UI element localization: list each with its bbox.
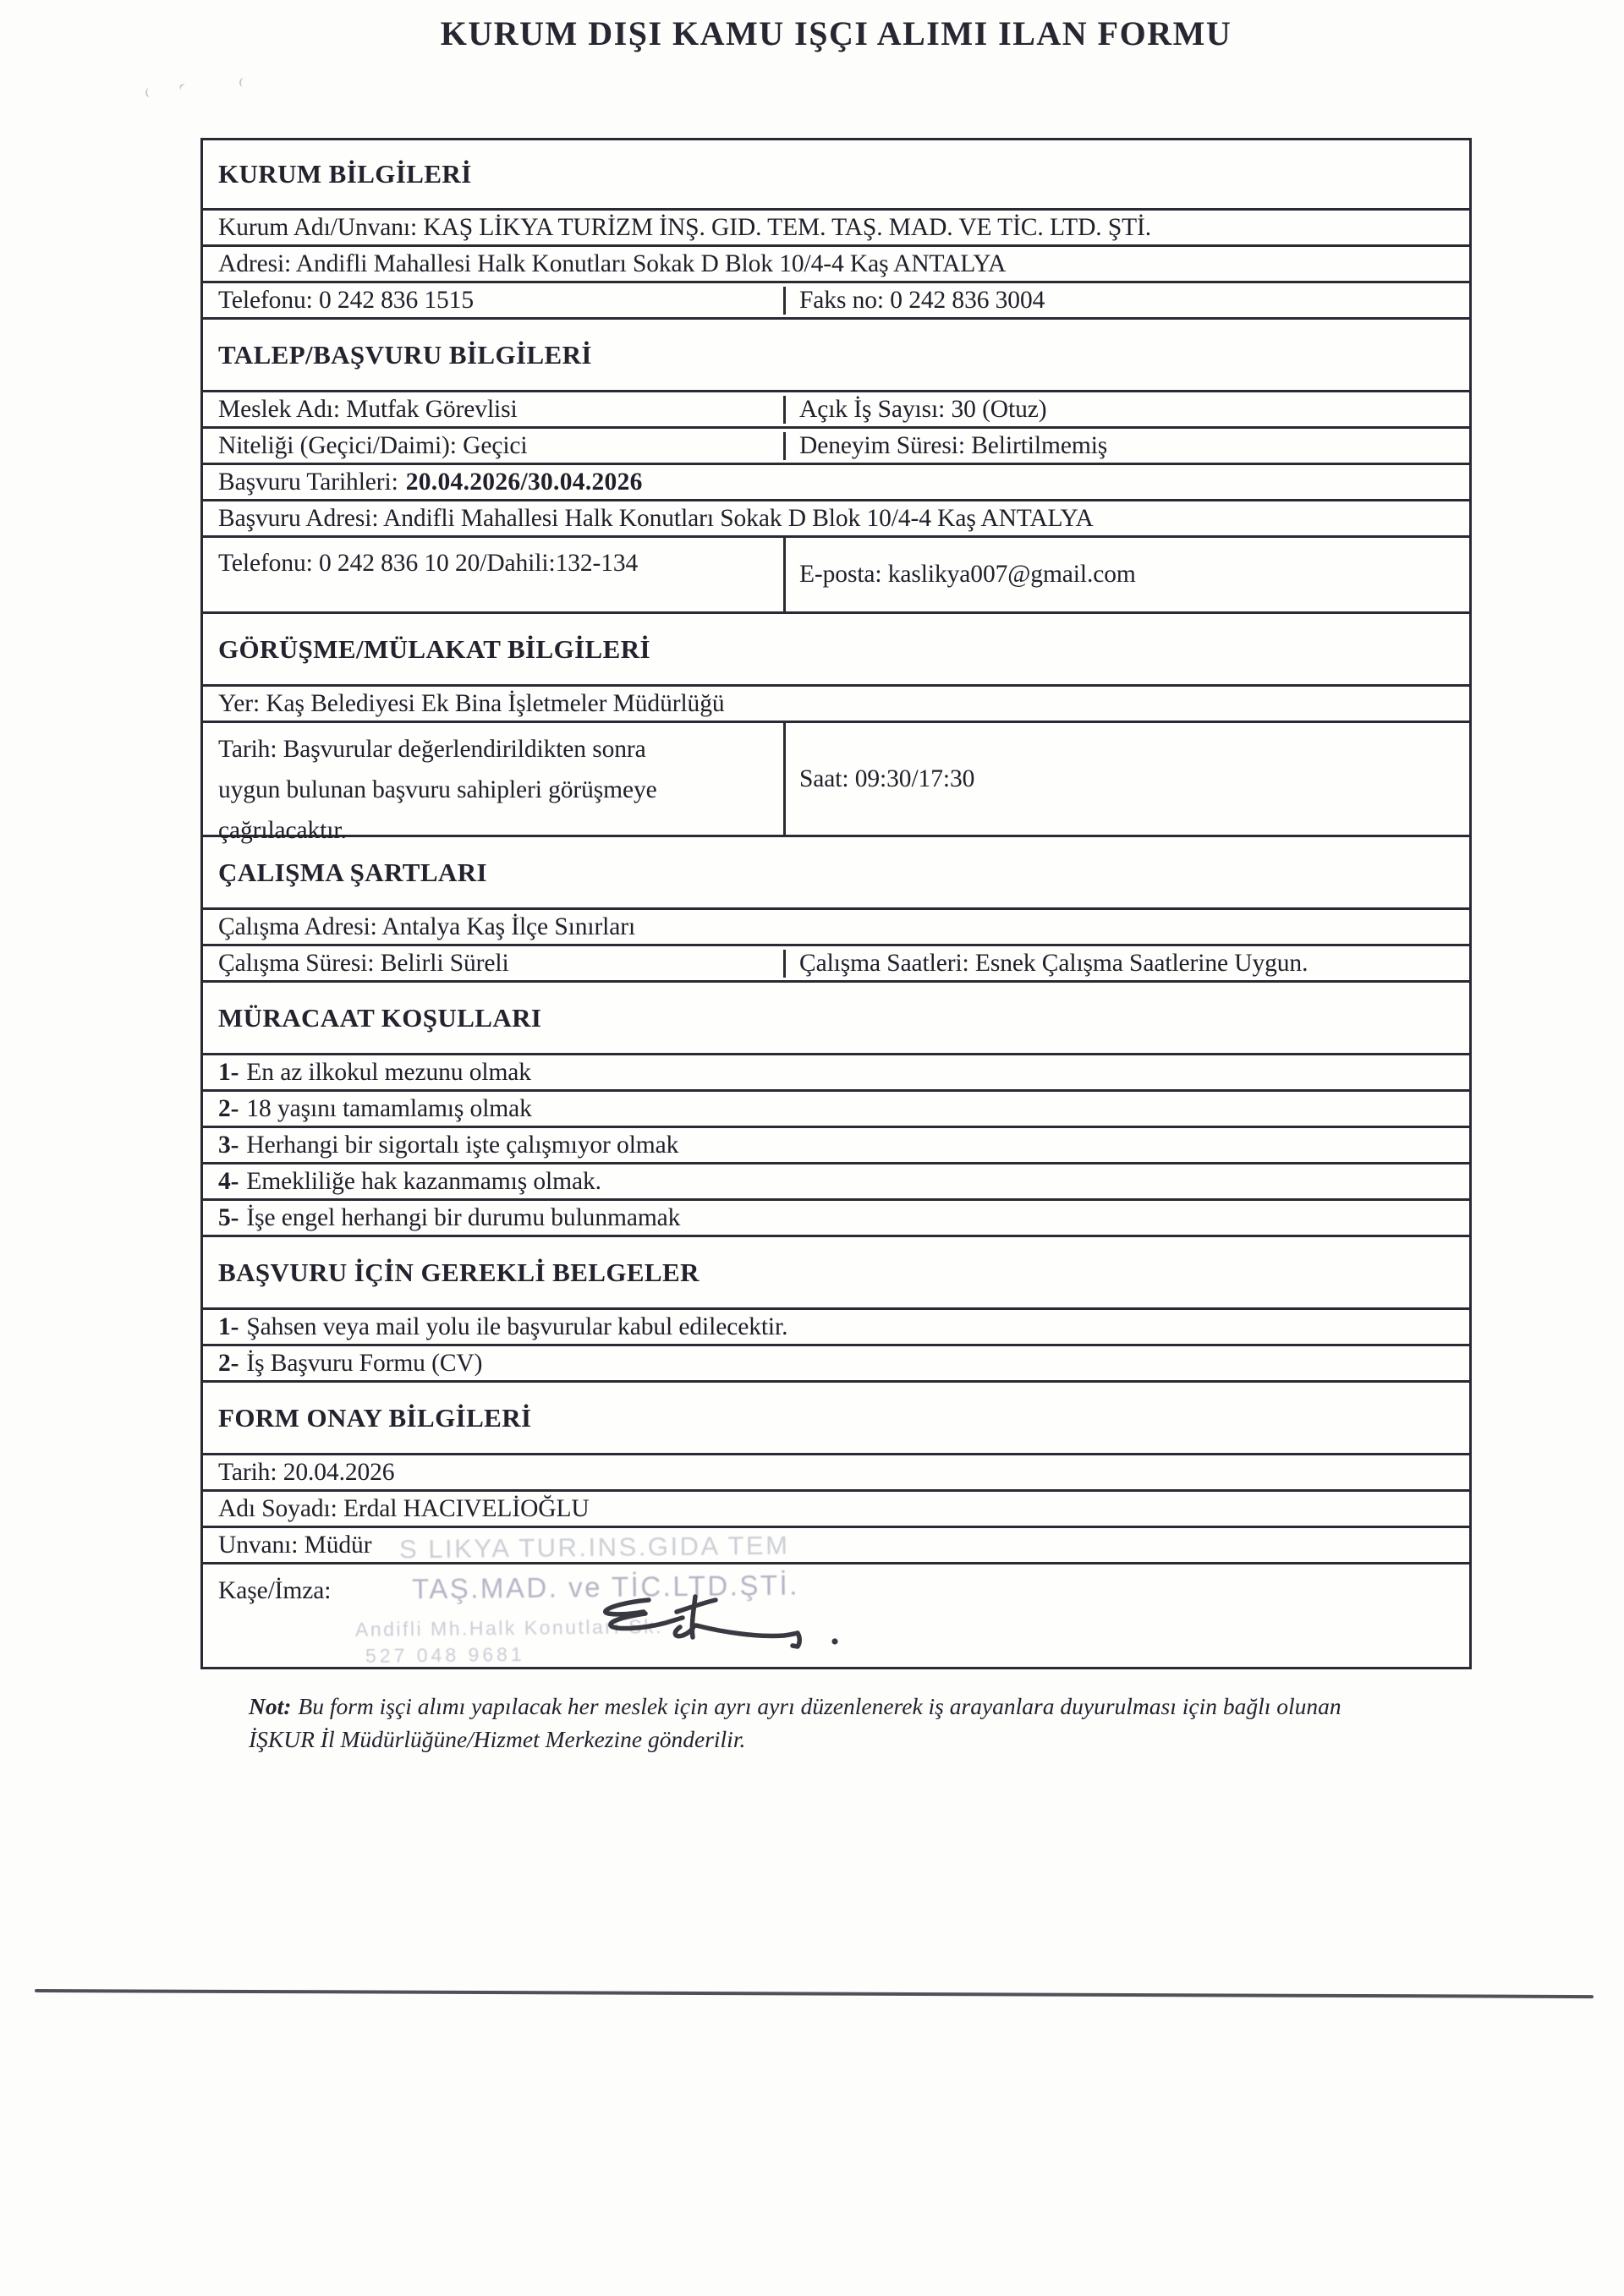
item-number: 5-	[218, 1203, 239, 1231]
company-stamp-line2: TAŞ.MAD. ve TİC.LTD.ŞTİ.	[411, 1569, 800, 1605]
field-calisma-saatleri: Çalışma Saatleri: Esnek Çalışma Saatlerine Uygun.	[783, 950, 1469, 978]
pencil-mark	[178, 83, 189, 94]
section-title: KURUM BİLGİLERİ	[218, 159, 472, 189]
item-number: 1-	[218, 1058, 239, 1086]
row-kosul-4	[203, 1164, 1469, 1201]
form-title: KURUM DIŞI KAMU IŞÇI ALIMI ILAN FORMU	[440, 14, 1232, 52]
row-nitelik-deneyim	[203, 429, 1469, 465]
item-number: 3-	[218, 1131, 239, 1159]
note-text: Bu form işçi alımı yapılacak her meslek için ayrı ayrı düzenlenerek iş arayanlara duyurulması için bağlı olunan İŞKUR İl Müdürlüğüne/Hizmet Merkezine gönderilir.	[249, 1693, 1341, 1753]
page-separator-line	[35, 1989, 1594, 1998]
list-item	[203, 1059, 531, 1087]
row-belge-2	[203, 1346, 1469, 1383]
section-title: BAŞVURU İÇİN GEREKLİ BELGELER	[218, 1257, 700, 1287]
note-label: Not:	[249, 1693, 292, 1719]
field-basvuru-adresi: Başvuru Adresi: Andifli Mahallesi Halk Konutları Sokak D Blok 10/4-4 Kaş ANTALYA	[218, 504, 1094, 532]
field-meslek-adi: Meslek Adı: Mutfak Görevlisi	[218, 395, 518, 423]
row-calisma-adresi	[203, 910, 1469, 946]
section-header-muracaat-kosullari	[203, 983, 1469, 1055]
section-title: FORM ONAY BİLGİLERİ	[218, 1402, 532, 1433]
section-header-form-onay	[203, 1383, 1469, 1455]
row-kosul-5	[203, 1201, 1469, 1237]
field-basvuru-tarihleri	[203, 469, 643, 496]
pencil-mark	[145, 87, 154, 97]
row-basvuru-tarihleri	[203, 465, 1469, 501]
field-yer: Yer: Kaş Belediyesi Ek Bina İşletmeler Müdürlüğü	[218, 689, 725, 717]
field-acik-is-sayisi: Açık İş Sayısı: 30 (Otuz)	[783, 396, 1469, 424]
field-unvan: Unvanı: Müdür	[218, 1531, 372, 1559]
section-title: GÖRÜŞME/MÜLAKAT BİLGİLERİ	[218, 633, 650, 664]
mulakat-tarih-text: Tarih: Başvurular değerlendirildikten sonra uygun bulunan başvuru sahipleri görüşmeye çağrılacaktır.	[218, 736, 657, 844]
item-number: 2-	[218, 1094, 239, 1122]
row-basvuru-adresi	[203, 501, 1469, 538]
row-adres	[203, 247, 1469, 283]
section-header-calisma-sartlari	[203, 837, 1469, 910]
item-text: En az ilkokul mezunu olmak	[246, 1058, 531, 1086]
basvuru-tarihleri-value: 20.04.2026/30.04.2026	[405, 468, 643, 496]
field-eposta: E-posta: kaslikya007@gmail.com	[783, 538, 1469, 611]
item-number: 1-	[218, 1312, 239, 1340]
company-stamp-line1: S LIKYA TUR.INS.GIDA TEM	[398, 1530, 790, 1564]
item-number: 4-	[218, 1167, 239, 1195]
row-adi-soyadi	[203, 1492, 1469, 1528]
list-item	[203, 1350, 482, 1378]
row-sure-saatler	[203, 946, 1469, 983]
field-basvuru-telefon	[203, 538, 783, 611]
row-tarih-saat	[203, 723, 1469, 844]
section-header-gerekli-belgeler	[203, 1237, 1469, 1310]
section-title: MÜRACAAT KOŞULLARI	[218, 1002, 542, 1033]
item-text: İş Başvuru Formu (CV)	[246, 1349, 483, 1377]
row-unvan	[203, 1528, 1469, 1564]
row-yer	[203, 687, 1469, 723]
row-kurum-adi	[203, 211, 1469, 247]
field-nitelik: Niteliği (Geçici/Daimi): Geçici	[218, 431, 528, 459]
row-telefon-faks	[203, 283, 1469, 320]
row-telefon-eposta	[203, 538, 1469, 614]
field-faks: Faks no: 0 242 836 3004	[783, 287, 1469, 315]
company-stamp-line3: Andifli Mh.Halk Konutları Sk.	[354, 1615, 664, 1641]
item-number: 2-	[218, 1349, 239, 1377]
field-deneyim-suresi: Deneyim Süresi: Belirtilmemiş	[783, 432, 1469, 460]
list-item	[203, 1313, 787, 1341]
field-saat: Saat: 09:30/17:30	[783, 723, 1469, 835]
section-title: ÇALIŞMA ŞARTLARI	[218, 857, 487, 887]
row-belge-1	[203, 1310, 1469, 1346]
telefon-line2: 134	[601, 550, 639, 577]
section-title: TALEP/BAŞVURU BİLGİLERİ	[218, 339, 592, 370]
list-item	[203, 1204, 680, 1232]
section-header-talep-basvuru	[203, 320, 1469, 392]
basvuru-tarihleri-label: Başvuru Tarihleri:	[218, 468, 398, 496]
item-text: Herhangi bir sigortalı işte çalışmıyor olmak	[246, 1131, 679, 1159]
pencil-mark	[239, 78, 248, 88]
item-text: Emekliliğe hak kazanmamış olmak.	[246, 1167, 601, 1195]
list-item	[203, 1095, 532, 1123]
field-kurum-adi: Kurum Adı/Unvanı: KAŞ LİKYA TURİZM İNŞ. GID. TEM. TAŞ. MAD. VE TİC. LTD. ŞTİ.	[218, 213, 1152, 241]
section-header-gorusme-mulakat	[203, 614, 1469, 687]
section-header-kurum-bilgileri	[203, 140, 1469, 211]
item-text: İşe engel herhangi bir durumu bulunmamak	[246, 1203, 681, 1231]
row-meslek-acikis	[203, 392, 1469, 429]
field-telefon: Telefonu: 0 242 836 1515	[218, 286, 474, 314]
item-text: 18 yaşını tamamlamış olmak	[246, 1094, 532, 1122]
signature	[595, 1593, 848, 1652]
list-item	[203, 1168, 601, 1196]
item-text: Şahsen veya mail yolu ile başvurular kabul edilecektir.	[246, 1312, 788, 1340]
footer-note	[249, 1690, 1391, 1756]
row-kosul-2	[203, 1092, 1469, 1128]
field-adres: Adresi: Andifli Mahallesi Halk Konutları Sokak D Blok 10/4-4 Kaş ANTALYA	[218, 249, 1007, 277]
field-calisma-adresi: Çalışma Adresi: Antalya Kaş İlçe Sınırları	[218, 912, 636, 940]
field-onay-tarih: Tarih: 20.04.2026	[218, 1458, 395, 1486]
field-kase-imza-label: Kaşe/İmza:	[218, 1577, 332, 1604]
field-calisma-suresi: Çalışma Süresi: Belirli Süreli	[218, 949, 509, 977]
field-adi-soyadi: Adı Soyadı: Erdal HACIVELİOĞLU	[218, 1494, 590, 1522]
row-kosul-1	[203, 1055, 1469, 1092]
row-kosul-3	[203, 1128, 1469, 1164]
row-onay-tarih	[203, 1455, 1469, 1492]
form-table	[200, 138, 1472, 1669]
field-mulakat-tarih	[203, 723, 783, 844]
list-item	[203, 1132, 678, 1159]
company-stamp-line4: 527 048 9681	[365, 1643, 525, 1667]
telefon-line1: Telefonu: 0 242 836 10 20/Dahili:132-	[218, 550, 601, 577]
